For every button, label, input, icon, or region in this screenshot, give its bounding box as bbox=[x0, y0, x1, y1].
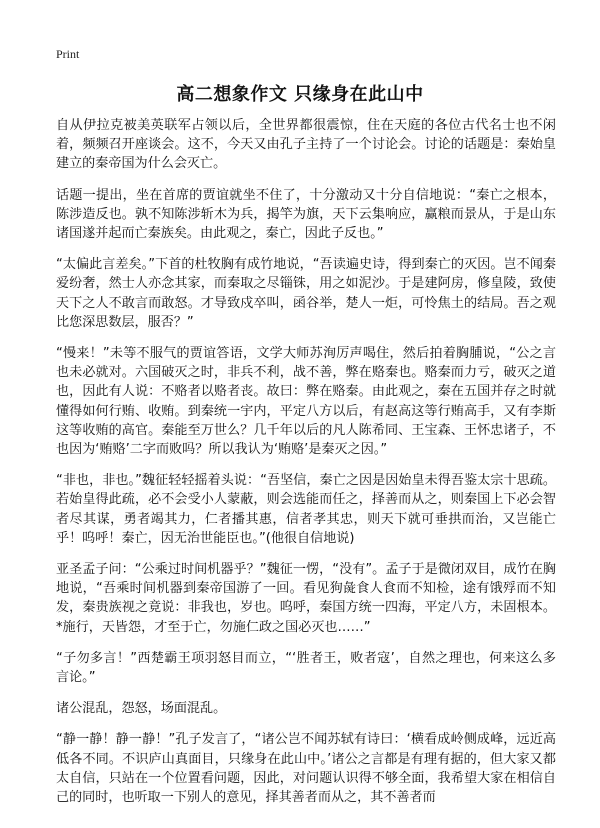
paragraph: “子勿多言！”西楚霸王项羽怒目而立，“‘胜者王，败者寇’，自然之理也，何来这么多言论。” bbox=[56, 650, 556, 686]
paragraph: 诸公混乱，怨怒，场面混乱。 bbox=[56, 701, 227, 717]
document-body bbox=[56, 116, 556, 819]
paragraph: “静一静！静一静！”孔子发言了，“诸公岂不闻苏轼有诗曰：‘横看成岭侧成峰，远近高低各不同。不识庐山真面目，只缘身在此山中。’诸公之言都是有理有据的，但大家又都太自信，只站在一个位置看问题，因此，对问题认识得不够全面，我希望大家在相信自己的同时，也听取一下别人的意见，择其善者而从之，其不善者而 bbox=[56, 732, 556, 806]
paragraph: 亚圣孟子问：“公乘过时间机器乎？”魏征一愣，“没有”。孟子于是微闭双目，成竹在胸地说，“吾乘时间机器到秦帝国游了一回。看见狗彘食人食而不知检，途有饿殍而不知发，秦贵族视之竟说：非我也，岁也。呜呼，秦国方统一四海，平定八方，未固根本。*施行，天皆怨，才至于亡，勿施仁政之国必灭也……” bbox=[56, 562, 556, 635]
document-title: 高二想象作文 只缘身在此山中 bbox=[176, 84, 424, 105]
paragraph: 话题一提出，坐在首席的贾谊就坐不住了，十分激动又十分自信地说：“秦亡之根本，陈涉造反也。孰不知陈涉斩木为兵，揭竿为旗，天下云集响应，赢粮而景从，于是山东诸国遂并起而亡秦族矣。由此观之，秦亡，因此子反也。” bbox=[56, 187, 556, 242]
paragraph: “慢来！”未等不服气的贾谊答语，文学大师苏洵厉声喝住，然后拍着胸脯说，“公之言也未必就对。六国破灭之时，非兵不利，战不善，弊在赂秦也。赂秦而力亏，破灭之道也，因此有人说：不赂者以赂者丧。故曰：弊在赂秦。由此观之，秦在五国并存之时就懂得如何行贿、收贿。到秦统一宇内，平定八方以后，有赵高这等行贿高手，又有李斯这等收贿的高官。秦能至万世么？几千年以后的凡人陈希同、王宝森、王怀忠诸子，不也因为‘贿赂’二字而败吗？所以我认为‘贿赂’是秦灭之因。” bbox=[56, 346, 556, 458]
print-link[interactable]: Print bbox=[56, 47, 80, 61]
paragraph: “非也，非也。”魏征轻轻摇着头说：“吾坚信，秦亡之因是因始皇未得吾鉴太宗十思疏。若始皇得此疏，必不会受小人蒙蔽，则会选能而任之，择善而从之，则秦国上下必会智者尽其谋，勇者竭其力，仁者播其惠，信者孝其忠，则天下就可垂拱而治，又岂能亡乎！呜呼！秦亡，因无治世能臣也。”(他很自信地说) bbox=[56, 473, 556, 546]
paragraph: 自从伊拉克被美英联军占领以后，全世界都很震惊，住在天庭的各位古代名士也不闲着，频频召开座谈会。这不，今天又由孔子主持了一个讨论会。讨论的话题是：秦始皇建立的秦帝国为什么会灭亡。 bbox=[56, 118, 556, 172]
paragraph: “太偏此言差矣。”下首的杜牧胸有成竹地说，“吾读遍史诗，得到秦亡的灭因。岂不闻秦爱纷奢，然士人亦念其家，而秦取之尽锱铢，用之如泥沙。于是建阿房，修皇陵，致使天下之人不敢言而敢怒。才导致戍卒叫，函谷举，楚人一炬，可怜焦土的结局。吾之观比您深思数层，服否？” bbox=[56, 257, 556, 330]
